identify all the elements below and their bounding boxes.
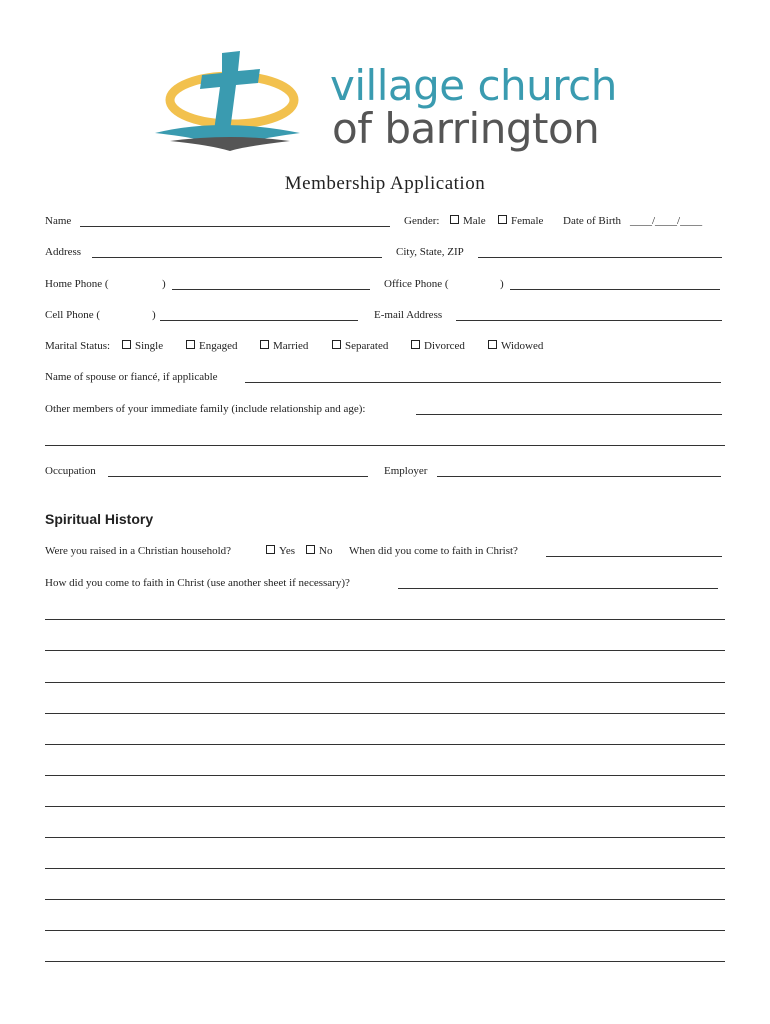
marital-separated-option[interactable]	[330, 339, 388, 353]
writing-line[interactable]	[45, 682, 725, 683]
employer-label: Employer	[384, 465, 428, 477]
female-label: Female	[511, 215, 544, 227]
engaged-label: Engaged	[199, 340, 238, 352]
no-checkbox[interactable]	[306, 545, 315, 554]
spouse-label: Name of spouse or fiancé, if applicable	[45, 371, 218, 383]
dob-label: Date of Birth	[563, 215, 622, 227]
writing-line[interactable]	[45, 775, 725, 776]
faith-how-label: How did you come to faith in Christ (use another sheet if necessary)?	[45, 577, 350, 589]
writing-line[interactable]	[45, 961, 725, 962]
writing-line[interactable]	[45, 806, 725, 807]
office-phone-field[interactable]	[510, 289, 720, 290]
writing-line[interactable]	[45, 837, 725, 838]
marital-single-option[interactable]	[120, 339, 163, 353]
city-label: City, State, ZIP	[396, 246, 464, 258]
female-checkbox[interactable]	[498, 215, 507, 224]
divorced-label: Divorced	[424, 340, 465, 352]
occupation-label: Occupation	[45, 465, 96, 477]
married-label: Married	[273, 340, 309, 352]
marital-divorced-option[interactable]	[409, 339, 465, 353]
widowed-checkbox[interactable]	[488, 340, 497, 349]
faith-when-field[interactable]	[546, 556, 722, 557]
spiritual-history-heading: Spiritual History	[45, 511, 154, 527]
employer-field[interactable]	[437, 476, 721, 477]
cell-phone-label: Cell Phone (	[45, 309, 100, 321]
single-label: Single	[135, 340, 164, 352]
raised-no-option[interactable]	[304, 544, 332, 558]
office-phone-paren: )	[500, 278, 504, 290]
gender-female-option[interactable]	[496, 214, 543, 228]
writing-line[interactable]	[45, 930, 725, 931]
divorced-checkbox[interactable]	[411, 340, 420, 349]
faith-how-field[interactable]	[398, 588, 718, 589]
city-field[interactable]	[478, 257, 722, 258]
separated-checkbox[interactable]	[332, 340, 341, 349]
cell-phone-field[interactable]	[160, 320, 358, 321]
writing-line[interactable]	[45, 899, 725, 900]
spouse-field[interactable]	[245, 382, 721, 383]
married-checkbox[interactable]	[260, 340, 269, 349]
family-field-1[interactable]	[416, 414, 722, 415]
home-phone-field[interactable]	[172, 289, 370, 290]
cross-emblem-icon	[150, 45, 310, 155]
gender-male-option[interactable]	[448, 214, 486, 228]
writing-line[interactable]	[45, 744, 725, 745]
marital-engaged-option[interactable]	[184, 339, 237, 353]
no-label: No	[319, 545, 333, 557]
home-phone-label: Home Phone (	[45, 278, 109, 290]
family-field-2[interactable]	[45, 445, 725, 446]
family-label: Other members of your immediate family (include relationship and age):	[45, 403, 366, 415]
occupation-field[interactable]	[108, 476, 368, 477]
name-label: Name	[45, 215, 72, 227]
male-checkbox[interactable]	[450, 215, 459, 224]
name-field[interactable]	[80, 226, 390, 227]
marital-label: Marital Status:	[45, 340, 111, 352]
gender-label: Gender:	[404, 215, 440, 227]
yes-checkbox[interactable]	[266, 545, 275, 554]
form-title: Membership Application	[284, 173, 486, 194]
logo-line-1: village church	[330, 61, 617, 110]
faith-when-label: When did you come to faith in Christ?	[349, 545, 518, 557]
dob-field[interactable]: ____/____/____	[630, 215, 703, 227]
logo-line-2: of barrington	[332, 104, 600, 153]
single-checkbox[interactable]	[122, 340, 131, 349]
home-phone-paren: )	[162, 278, 166, 290]
address-label: Address	[45, 246, 82, 258]
marital-widowed-option[interactable]	[486, 339, 543, 353]
cell-phone-paren: )	[152, 309, 156, 321]
marital-married-option[interactable]	[258, 339, 308, 353]
writing-line[interactable]	[45, 650, 725, 651]
office-phone-label: Office Phone (	[384, 278, 449, 290]
yes-label: Yes	[279, 545, 296, 557]
email-field[interactable]	[456, 320, 722, 321]
church-logo	[150, 45, 620, 155]
writing-line[interactable]	[45, 619, 725, 620]
email-label: E-mail Address	[374, 309, 443, 321]
engaged-checkbox[interactable]	[186, 340, 195, 349]
writing-line[interactable]	[45, 868, 725, 869]
raised-yes-option[interactable]	[264, 544, 295, 558]
separated-label: Separated	[345, 340, 389, 352]
widowed-label: Widowed	[501, 340, 544, 352]
male-label: Male	[463, 215, 486, 227]
raised-label: Were you raised in a Christian household?	[45, 545, 232, 557]
address-field[interactable]	[92, 257, 382, 258]
writing-line[interactable]	[45, 713, 725, 714]
